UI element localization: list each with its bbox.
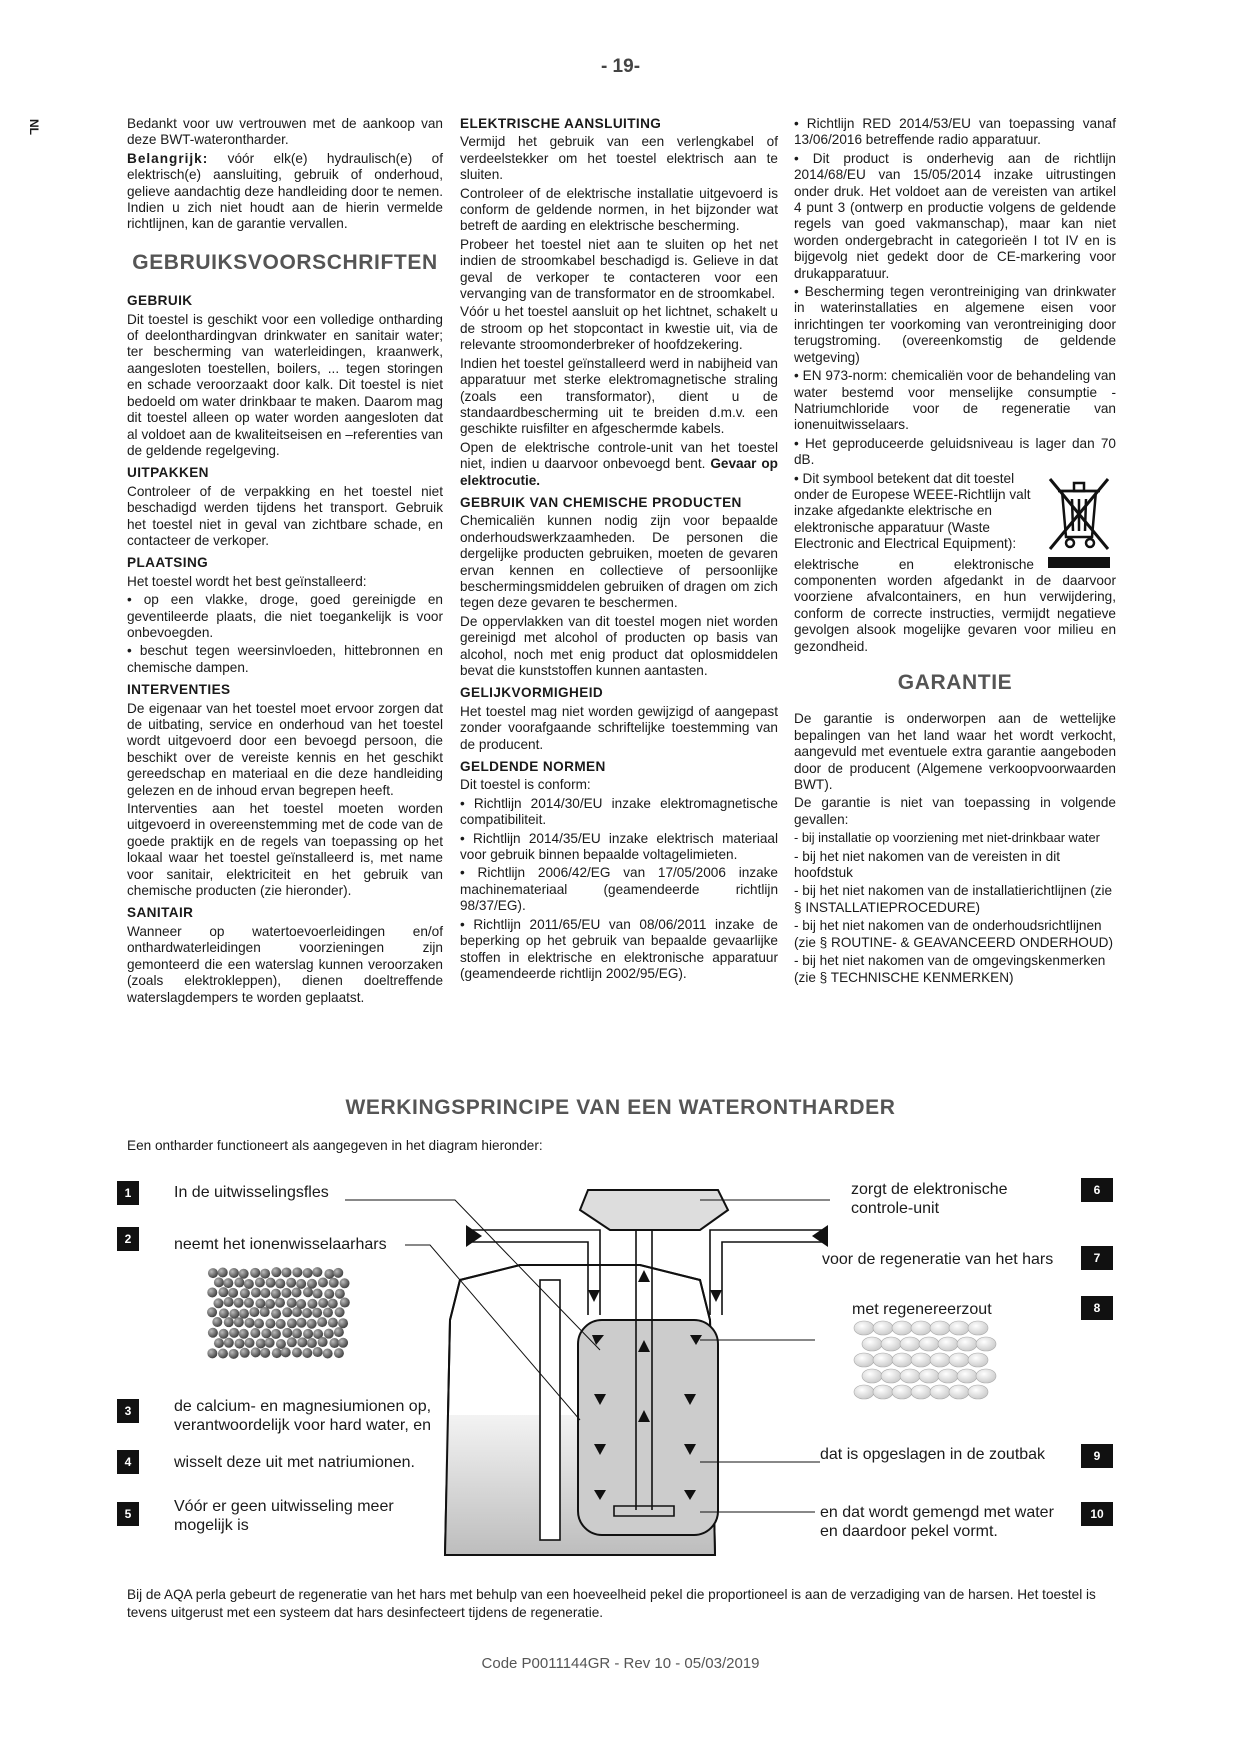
salt-tablet bbox=[911, 1385, 931, 1399]
salt-tablet bbox=[873, 1353, 893, 1367]
resin-bead bbox=[207, 1307, 217, 1317]
label-1: In de uitwisselingsfles bbox=[174, 1184, 329, 1201]
resin-bead bbox=[275, 1279, 285, 1289]
label-3: de calcium- en magnesiumionen op, verantwoordelijk voor hard water, en bbox=[174, 1398, 432, 1434]
garantie-item-2: - bij het niet nakomen van de vereisten in dit hoofdstuk bbox=[794, 848, 1060, 881]
salt-tablet bbox=[911, 1353, 931, 1367]
resin-bead bbox=[260, 1348, 270, 1358]
salt-tablet bbox=[968, 1385, 988, 1399]
resin-bead bbox=[214, 1277, 224, 1287]
gebruik-text: Dit toestel is geschikt voor een volledige ontharding of deelonthardingvan drinkwater en sanitair water; ter bescherming van waterleidingen, kraanwerk, aangesloten toestellen, boilers, ... tegen storingen en schade veroorzaakt door kalk. Dit toestel is niet bedoeld om water drinkbaar te maken. Daarom mag dit toestel alleen op water worden aangesloten dat al voldoet aan de kwaliteitseisen en –referenties van de geldende regelgeving. bbox=[127, 311, 443, 458]
resin-vessel bbox=[578, 1320, 718, 1535]
resin-bead bbox=[265, 1338, 275, 1348]
resin-bead bbox=[239, 1269, 249, 1279]
plaatsing-bullet-1: • op een vlakke, droge, goed gereinigde en geventileerde plaats, die niet toegankelijk is voor onbevoegden. bbox=[127, 592, 443, 640]
brine-well bbox=[540, 1280, 560, 1540]
normen-bullet-4: • Richtlijn 2011/65/EU van 08/06/2011 inzake de beperking op het gebruik van bepaalde gevaarlijke stoffen in elektrische en elektronische apparatuur (geamendeerde richtlijn 2002/95/EG). bbox=[460, 916, 778, 981]
elek-text-5: Indien het toestel geïnstalleerd werd in nabijheid van apparatuur met sterke elektromagnetische straling (zoals een transformator), dient u de standaardbescherming uit te breiden d.m.v. een geschikte ruisfilter en afgeschermde kabels. bbox=[460, 355, 778, 437]
salt-tablet bbox=[900, 1369, 920, 1383]
salt-tablet bbox=[919, 1337, 939, 1351]
resin-bead bbox=[281, 1288, 291, 1298]
badge-8: 8 bbox=[1081, 1296, 1113, 1320]
salt-tablet bbox=[873, 1321, 893, 1335]
resin-bead bbox=[271, 1289, 281, 1299]
resin-bead bbox=[212, 1317, 222, 1327]
salt-tablet bbox=[957, 1337, 977, 1351]
resin-bead bbox=[333, 1268, 343, 1278]
resin-bead bbox=[303, 1287, 313, 1297]
resin-bead bbox=[256, 1338, 266, 1348]
normen-intro: Dit toestel is conform: bbox=[460, 777, 591, 793]
salt-tablet bbox=[911, 1321, 931, 1335]
resin-bead bbox=[317, 1317, 327, 1327]
heading-interventies: INTERVENTIES bbox=[127, 682, 231, 698]
resin-bead bbox=[312, 1308, 322, 1318]
plaatsing-bullet-2: • beschut tegen weersinvloeden, hittebronnen en chemische dampen. bbox=[127, 643, 443, 675]
plaatsing-intro: Het toestel wordt het best geïnstalleerd: bbox=[127, 573, 367, 589]
resin-bead bbox=[265, 1318, 275, 1328]
resin-bead bbox=[276, 1319, 286, 1329]
gelijk-text: Het toestel mag niet worden gewijzigd of aangepast zonder voorafgaande schriftelijke toestemming van de producent. bbox=[460, 703, 778, 752]
heading-geldende-normen: GELDENDE NORMEN bbox=[460, 759, 606, 775]
col3-bullet-2: • Dit product is onderhevig aan de richtlijn 2014/68/EU van 15/05/2014 inzake uitrustingen onder druk. Het voldoet aan de vereisten van artikel 4 punt 3 (ontwerp en productie volgens de geldende regels van goed vakmanschap), maar kan niet worden ondergebracht in categorieën I tot IV en is bijgevolg niet gedekt door de CE-markering voor drukapparatuur. bbox=[794, 150, 1116, 281]
resin-bead bbox=[213, 1298, 223, 1308]
resin-bead bbox=[245, 1338, 255, 1348]
salt-tablet bbox=[892, 1385, 912, 1399]
resin-bead bbox=[271, 1267, 281, 1277]
heading-gebruik: GEBRUIK bbox=[127, 293, 193, 309]
resin-bead bbox=[324, 1329, 334, 1339]
resin-bead bbox=[255, 1298, 265, 1308]
elek-text-6-main: Open de elektrische controle-unit van het toestel niet, indien u daarvoor onbevoegd bent. bbox=[460, 439, 778, 472]
resin-bead bbox=[338, 1318, 348, 1328]
resin-bead bbox=[302, 1308, 312, 1318]
salt-tablet bbox=[862, 1337, 882, 1351]
resin-bead bbox=[324, 1289, 334, 1299]
resin-bead bbox=[335, 1307, 345, 1317]
weee-symbol bbox=[1044, 473, 1114, 569]
salt-tablet bbox=[862, 1369, 882, 1383]
resin-bead bbox=[260, 1269, 270, 1279]
resin-bead bbox=[292, 1307, 302, 1317]
resin-bead bbox=[292, 1348, 302, 1358]
resin-bead bbox=[244, 1318, 254, 1328]
resin-bead bbox=[266, 1278, 276, 1288]
salt-tablet bbox=[968, 1321, 988, 1335]
resin-bead bbox=[328, 1299, 338, 1309]
salt-tablet bbox=[919, 1369, 939, 1383]
resin-bead bbox=[250, 1268, 260, 1278]
resin-bead bbox=[292, 1287, 302, 1297]
resin-bead bbox=[302, 1348, 312, 1358]
resin-bead bbox=[224, 1317, 234, 1327]
col3-bullet-5: • Het geproduceerde geluidsniveau is lager dan 70 dB. bbox=[794, 435, 1116, 468]
col3-bullet-3: • Bescherming tegen verontreiniging van drinkwater in waterinstallaties en algemene eisen voor inrichtingen ter voorkoming van verontreiniging door terugstroming. (overeenkomstig de geldende wetgeving) bbox=[794, 284, 1116, 365]
resin-bead bbox=[218, 1287, 228, 1297]
resin-beads-image bbox=[207, 1267, 350, 1359]
resin-bead bbox=[307, 1319, 317, 1329]
col3-bullet-1: • Richtlijn RED 2014/53/EU van toepassing vanaf 13/06/2016 betreffende radio apparatuur. bbox=[794, 116, 1116, 148]
resin-bead bbox=[229, 1309, 239, 1319]
label-7: voor de regeneratie van het hars bbox=[822, 1251, 1054, 1268]
elek-text-1: Vermijd het gebruik van een verlengkabel of verdeelstekker om het toestel elektrisch aan te sluiten. bbox=[460, 134, 778, 183]
salt-tablet bbox=[892, 1321, 912, 1335]
resin-bead bbox=[297, 1318, 307, 1328]
resin-bead bbox=[219, 1308, 229, 1318]
resin-bead bbox=[214, 1338, 224, 1348]
resin-bead bbox=[340, 1298, 350, 1308]
resin-bead bbox=[334, 1327, 344, 1337]
resin-bead bbox=[329, 1278, 339, 1288]
badge-2: 2 bbox=[117, 1227, 139, 1251]
resin-bead bbox=[287, 1298, 297, 1308]
salt-tablet bbox=[938, 1369, 958, 1383]
resin-bead bbox=[207, 1287, 217, 1297]
salt-tablet bbox=[930, 1321, 950, 1335]
salt-tablet bbox=[949, 1321, 969, 1335]
salt-tablet bbox=[976, 1337, 996, 1351]
badge-1: 1 bbox=[117, 1181, 139, 1205]
werking-title: WERKINGSPRINCIPE VAN EEN WATERONTHARDER bbox=[345, 1096, 896, 1119]
resin-bead bbox=[313, 1347, 323, 1357]
resin-bead bbox=[303, 1268, 313, 1278]
resin-bead bbox=[276, 1339, 286, 1349]
important-paragraph bbox=[127, 151, 443, 233]
resin-bead bbox=[208, 1328, 218, 1338]
resin-bead bbox=[219, 1329, 229, 1339]
resin-bead bbox=[244, 1279, 254, 1289]
resin-bead bbox=[297, 1337, 307, 1347]
resin-bead bbox=[250, 1328, 260, 1338]
heading-chemische-producten: GEBRUIK VAN CHEMISCHE PRODUCTEN bbox=[460, 494, 742, 510]
elek-warning: Gevaar op elektrocutie. bbox=[460, 456, 778, 488]
resin-bead bbox=[271, 1309, 281, 1319]
resin-bead bbox=[287, 1318, 297, 1328]
label-6: zorgt de elektronische controle-unit bbox=[851, 1181, 1008, 1217]
resin-bead bbox=[223, 1278, 233, 1288]
resin-bead bbox=[323, 1308, 333, 1318]
resin-bead bbox=[239, 1329, 249, 1339]
resin-bead bbox=[229, 1349, 239, 1359]
resin-bead bbox=[208, 1268, 218, 1278]
salt-tablet bbox=[854, 1385, 874, 1399]
resin-bead bbox=[329, 1338, 339, 1348]
resin-bead bbox=[296, 1279, 306, 1289]
badge-6: 6 bbox=[1081, 1178, 1113, 1202]
control-head bbox=[580, 1190, 728, 1230]
badge-4: 4 bbox=[117, 1450, 139, 1474]
normen-bullet-3: • Richtlijn 2006/42/EG van 17/05/2006 inzake machinemateriaal (geamendeerde richtlijn 98/37/EG). bbox=[460, 865, 778, 914]
resin-bead bbox=[234, 1278, 244, 1288]
resin-bead bbox=[282, 1328, 292, 1338]
resin-bead bbox=[249, 1307, 259, 1317]
weee-text-1: • Dit symbool betekent dat dit toestel onder de Europese WEEE-Richtlijn valt inzake afgedankte elektrische en elektronische apparatuur (Waste Electronic and Electrical Equipment): bbox=[794, 470, 1031, 552]
resin-bead bbox=[207, 1348, 217, 1358]
resin-bead bbox=[307, 1279, 317, 1289]
resin-bead bbox=[335, 1289, 345, 1299]
heading-plaatsing: PLAATSING bbox=[127, 555, 209, 571]
resin-bead bbox=[292, 1328, 302, 1338]
resin-bead bbox=[255, 1277, 265, 1287]
heading-sanitair: SANITAIR bbox=[127, 905, 194, 921]
weee-text-2: elektrische en elektronische componenten worden afgedankt in de daarvoor voorziene afvalcontainers, en hun verwijdering, conform de correcte instructies, vermijdt negatieve gevolgen alsook mogelijke gevaren voor milieu en gezondheid. bbox=[794, 556, 1116, 654]
salt-tablet bbox=[930, 1385, 950, 1399]
normen-bullet-2: • Richtlijn 2014/35/EU inzake elektrisch materiaal voor gebruik binnen bepaalde voltagelimieten. bbox=[460, 830, 778, 863]
intro-text: Bedankt voor uw vertrouwen met de aankoop van deze BWT-waterontharder. bbox=[127, 116, 443, 148]
salt-tablet bbox=[930, 1353, 950, 1367]
label-2: neemt het ionenwisselaarhars bbox=[174, 1236, 387, 1253]
resin-bead bbox=[251, 1288, 261, 1298]
resin-bead bbox=[286, 1278, 296, 1288]
sanitair-text: Wanneer op watertoevoerleidingen en/of onthardwaterleidingen voorzieningen zijn gemonteerd die een waterslag kunnen veroorzaken (zoals elektrokleppen), dienen doeltreffende waterslagdempers te worden geplaatst. bbox=[127, 923, 443, 1005]
resin-bead bbox=[272, 1348, 282, 1358]
resin-bead bbox=[324, 1269, 334, 1279]
elek-text-3: Probeer het toestel niet aan te sluiten op het net indien de stroomkabel beschadigd is. Gelieve in dat geval de verkoper te contacteren voor een vervanging van de transformator en de stroomkabel. bbox=[460, 236, 778, 302]
resin-bead bbox=[254, 1319, 264, 1329]
section-title-garantie: GARANTIE bbox=[897, 671, 1013, 694]
resin-bead bbox=[340, 1278, 350, 1288]
garantie-item-4: - bij het niet nakomen van de onderhoudsrichtlijnen (zie § ROUTINE- & GEAVANCEERD ONDERHOUD) bbox=[794, 918, 1113, 950]
label-10: en dat wordt gemengd met water en daardoor pekel vormt. bbox=[820, 1504, 1054, 1540]
badge-7: 7 bbox=[1081, 1246, 1113, 1270]
werking-footer: Bij de AQA perla gebeurt de regeneratie van het hars met behulp van een hoeveelheid pekel die proportioneel is aan de verzadiging van de harsen. Het toestel is tevens uitgerust met een systeem dat hars desinfecteert tijdens de regeneratie. bbox=[127, 1587, 1096, 1620]
weee-block bbox=[794, 471, 1116, 655]
resin-bead bbox=[251, 1347, 261, 1357]
document-code: Code P0011144GR - Rev 10 - 05/03/2019 bbox=[481, 1655, 760, 1672]
heading-gelijkvormigheid: GELIJKVORMIGHEID bbox=[460, 685, 604, 701]
resin-bead bbox=[328, 1318, 338, 1328]
garantie-item-5: - bij het niet nakomen van de omgevingskenmerken (zie § TECHNISCHE KENMERKEN) bbox=[794, 953, 1106, 985]
resin-bead bbox=[240, 1348, 250, 1358]
resin-bead bbox=[224, 1338, 234, 1348]
interventies-text-2: Interventies aan het toestel moeten worden uitgevoerd in overeenstemming met de code van de goede praktijk en de regels van toepassing op het lokaal waar het toestel geïnstalleerd is, met name voor sanitair, elektriciteit en het gebruik van chemische producten (zie hieronder). bbox=[127, 801, 443, 899]
resin-bead bbox=[307, 1299, 317, 1309]
resin-bead bbox=[287, 1337, 297, 1347]
chem-text-2: De oppervlakken van dit toestel mogen niet worden gereinigd met alcohol of producten op basis van alcohol, noch met enig product dat oplosmiddelen bevat die kunststoffen kunnen aantasten. bbox=[460, 613, 778, 678]
label-4: wisselt deze uit met natriumionen. bbox=[174, 1454, 415, 1471]
salt-tablet bbox=[881, 1337, 901, 1351]
resin-bead bbox=[234, 1298, 244, 1308]
resin-bead bbox=[260, 1307, 270, 1317]
salt-tablet bbox=[949, 1385, 969, 1399]
salt-tablet bbox=[957, 1369, 977, 1383]
elek-text-2: Controleer of de elektrische installatie uitgevoerd is conform de geldende normen, in het bijzonder wat betreft de aarding en elektrische bescherming. bbox=[460, 185, 778, 234]
interventies-text-1: De eigenaar van het toestel moet ervoor zorgen dat de uitbating, service en onderhoud van het toestel wordt uitgevoerd door een bevoegd persoon, die beschikt over de vereiste kennis en het geschikt gereedschap en materiaal en die deze handleiding gelezen en de inhoud ervan begrepen heeft. bbox=[127, 700, 443, 798]
label-5: Vóór er geen uitwisseling meer mogelijk is bbox=[174, 1498, 394, 1534]
badge-5: 5 bbox=[117, 1502, 139, 1526]
resin-bead bbox=[239, 1309, 249, 1319]
chem-text-1: Chemicaliën kunnen nodig zijn voor bepaalde onderhoudswerkzaamheden. De personen die dergelijke producten gebruiken, moeten de gevaren ervan kennen en collectieve of persoonlijke beschermingsmiddelen gebruiken of dragen om zich tegen deze gevaren te beschermen. bbox=[460, 513, 778, 611]
resin-bead bbox=[318, 1337, 328, 1347]
resin-bead bbox=[260, 1288, 270, 1298]
resin-bead bbox=[334, 1348, 344, 1358]
garantie-text-1: De garantie is onderworpen aan de wettelijke bepalingen van het land waar het wordt verkocht, aangevuld met eventuele extra garantie aangeboden door de producent (Algemene verkoopvoorwaarden BWT). bbox=[794, 711, 1116, 793]
salt-tablet bbox=[968, 1353, 988, 1367]
resin-bead bbox=[218, 1348, 228, 1358]
weee-bin-icon bbox=[1044, 473, 1114, 569]
salt-tablet bbox=[892, 1353, 912, 1367]
badge-10: 10 bbox=[1081, 1502, 1113, 1526]
resin-bead bbox=[240, 1288, 250, 1298]
resin-bead bbox=[282, 1307, 292, 1317]
important-label: Belangrijk: bbox=[127, 150, 209, 166]
resin-bead bbox=[313, 1289, 323, 1299]
salt-tablet bbox=[854, 1353, 874, 1367]
salt-tablet bbox=[873, 1385, 893, 1399]
salt-tablets-image bbox=[854, 1321, 996, 1399]
resin-bead bbox=[303, 1329, 313, 1339]
column-2 bbox=[460, 116, 778, 984]
resin-bead bbox=[229, 1328, 239, 1338]
resin-bead bbox=[271, 1329, 281, 1339]
garantie-item-3: - bij het niet nakomen van de installatierichtlijnen (zie § INSTALLATIEPROCEDURE) bbox=[794, 883, 1113, 915]
werking-intro: Een ontharder functioneert als aangegeven in het diagram hieronder: bbox=[127, 1138, 543, 1153]
resin-bead bbox=[261, 1328, 271, 1338]
language-tab: NL bbox=[27, 119, 41, 135]
resin-bead bbox=[218, 1267, 228, 1277]
resin-bead bbox=[275, 1298, 285, 1308]
resin-bead bbox=[224, 1297, 234, 1307]
resin-bead bbox=[229, 1268, 239, 1278]
salt-tablet bbox=[881, 1369, 901, 1383]
elek-text-6 bbox=[460, 440, 778, 489]
col3-bullet-4: • EN 973-norm: chemicaliën voor de behandeling van water bestemd voor menselijke consumptie - Natriumchloride voor de regeneratie van ionenuitwisselaars. bbox=[794, 368, 1116, 433]
resin-bead bbox=[307, 1338, 317, 1348]
label-8: met regenereerzout bbox=[852, 1301, 992, 1318]
page-number: - 19- bbox=[600, 56, 641, 77]
resin-bead bbox=[292, 1267, 302, 1277]
salt-tablet bbox=[976, 1369, 996, 1383]
resin-bead bbox=[338, 1338, 348, 1348]
garantie-item-1: - bij installatie op voorziening met niet-drinkbaar water bbox=[794, 830, 1100, 846]
column-1 bbox=[127, 116, 443, 1008]
resin-bead bbox=[244, 1298, 254, 1308]
badge-9: 9 bbox=[1081, 1444, 1113, 1468]
badge-3: 3 bbox=[117, 1399, 139, 1423]
section-title-gebruiksvoorschriften: GEBRUIKSVOORSCHRIFTEN bbox=[132, 250, 438, 274]
resin-bead bbox=[312, 1267, 322, 1277]
label-9: dat is opgeslagen in de zoutbak bbox=[820, 1446, 1046, 1463]
garantie-text-2: De garantie is niet van toepassing in volgende gevallen: bbox=[794, 795, 1116, 827]
resin-bead bbox=[281, 1267, 291, 1277]
salt-tablet bbox=[938, 1337, 958, 1351]
resin-bead bbox=[318, 1277, 328, 1287]
resin-bead bbox=[235, 1339, 245, 1349]
column-3 bbox=[794, 116, 1116, 988]
salt-tablet bbox=[949, 1353, 969, 1367]
salt-tablet bbox=[854, 1321, 874, 1335]
normen-bullet-1: • Richtlijn 2014/30/EU inzake elektromagnetische compatibiliteit. bbox=[460, 795, 778, 828]
resin-bead bbox=[318, 1298, 328, 1308]
resin-bead bbox=[281, 1347, 291, 1357]
heading-elektrische-aansluiting: ELEKTRISCHE AANSLUITING bbox=[460, 116, 662, 131]
uitpakken-text: Controleer of de verpakking en het toestel niet beschadigd werden tijdens het transport. Gebruik het toestel niet in geval van zichtbare schade, en contacteer de verkoper. bbox=[127, 483, 443, 548]
resin-bead bbox=[323, 1348, 333, 1358]
resin-bead bbox=[234, 1317, 244, 1327]
heading-uitpakken: UITPAKKEN bbox=[127, 465, 209, 481]
elek-text-4: Vóór u het toestel aansluit op het lichtnet, schakelt u de stroom op het stopcontact in kwestie uit, via de relevante stroomonderbreker of hoofdzekering. bbox=[460, 304, 778, 353]
salt-tablet bbox=[900, 1337, 920, 1351]
important-text: vóór elk(e) hydraulisch(e) of elektrisch(e) aansluiting, gebruik of onderhoud, gelieve aandachtig deze handleiding door te nemen. Indien u zich niet houdt aan de hierin vermelde richtlijnen, kan de garantie vervallen. bbox=[127, 150, 443, 232]
resin-bead bbox=[228, 1288, 238, 1298]
